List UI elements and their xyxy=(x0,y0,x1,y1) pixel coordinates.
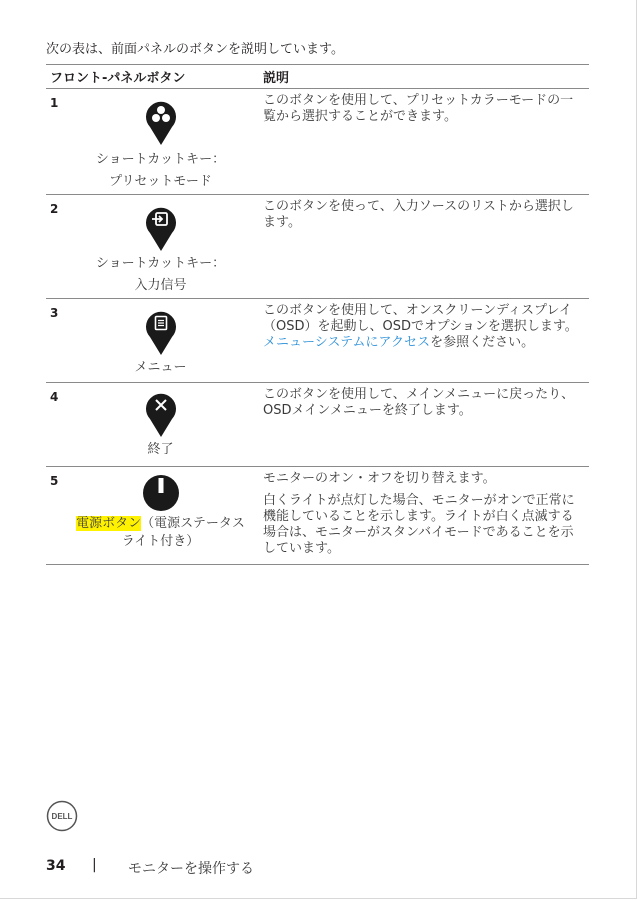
caption-line: メニュー xyxy=(134,360,187,375)
description-cell xyxy=(259,299,589,383)
menu-icon xyxy=(62,307,259,357)
input-source-icon xyxy=(62,203,259,253)
footer-separator: | xyxy=(92,857,97,873)
description-text: を参照ください。 xyxy=(430,335,535,350)
table-row xyxy=(46,299,589,383)
caption-line: 入力信号 xyxy=(134,278,187,293)
row-number: 3 xyxy=(50,306,59,320)
power-button-highlight: 電源ボタン xyxy=(76,516,142,531)
column-header-button: フロント-パネルボタン xyxy=(46,65,259,89)
button-cell xyxy=(46,299,259,383)
column-header-description: 説明 xyxy=(259,65,589,89)
button-caption xyxy=(62,149,259,193)
description-cell: このボタンを使って、入力ソースのリストから選択します。 xyxy=(259,195,589,299)
caption-line: ショートカットキー： xyxy=(95,256,226,271)
table-row xyxy=(46,467,589,565)
exit-icon xyxy=(62,389,259,439)
table-row xyxy=(46,89,589,195)
caption-line: ショートカットキー： xyxy=(95,152,226,167)
description-cell: このボタンを使用して、メインメニューに戻ったり、OSDメインメニューを終了します。 xyxy=(259,383,589,467)
page-number: 34 xyxy=(46,858,66,874)
button-caption xyxy=(62,439,259,461)
description-cell: このボタンを使用して、プリセットカラーモードの一覧から選択することができます。 xyxy=(259,89,589,195)
preset-color-icon xyxy=(62,97,259,147)
button-caption xyxy=(62,515,259,551)
table-row xyxy=(46,383,589,467)
row-number: 1 xyxy=(50,96,59,110)
dell-logo-text: DELL xyxy=(51,812,73,821)
description-text: このボタンを使用して、オンスクリーンディスプレイ（OSD）を起動し、OSDでオプションを選択します。 xyxy=(263,303,578,334)
section-title: モニターを操作する xyxy=(128,861,254,877)
button-cell xyxy=(46,467,259,565)
description-cell xyxy=(259,467,589,565)
caption-line: プリセットモード xyxy=(109,174,212,189)
caption-line: 終了 xyxy=(147,442,174,457)
intro-text: 次の表は、前面パネルのボタンを説明しています。 xyxy=(46,42,344,57)
button-cell xyxy=(46,89,259,195)
row-number: 4 xyxy=(50,390,59,404)
button-caption xyxy=(62,253,259,297)
button-cell xyxy=(46,195,259,299)
description-paragraph: 白くライトが点灯した場合、モニターがオンで正常に機能していることを示します。ライトが白く点滅する場合は、モニターがスタンバイモードであることを示しています。 xyxy=(263,493,575,556)
front-panel-button-table xyxy=(46,64,589,565)
row-number: 2 xyxy=(50,202,59,216)
row-number: 5 xyxy=(50,474,59,488)
dell-logo xyxy=(46,800,78,836)
menu-system-link[interactable]: メニューシステムにアクセス xyxy=(263,335,431,350)
power-icon xyxy=(62,473,259,513)
caption-line: ライト付き） xyxy=(121,534,200,549)
table-header-row xyxy=(46,65,589,89)
caption-line xyxy=(62,515,259,533)
caption-text: （電源ステータス xyxy=(141,516,245,531)
button-caption xyxy=(62,357,259,379)
button-cell xyxy=(46,383,259,467)
table-row xyxy=(46,195,589,299)
description-paragraph: モニターのオン・オフを切り替えます。 xyxy=(263,471,496,486)
